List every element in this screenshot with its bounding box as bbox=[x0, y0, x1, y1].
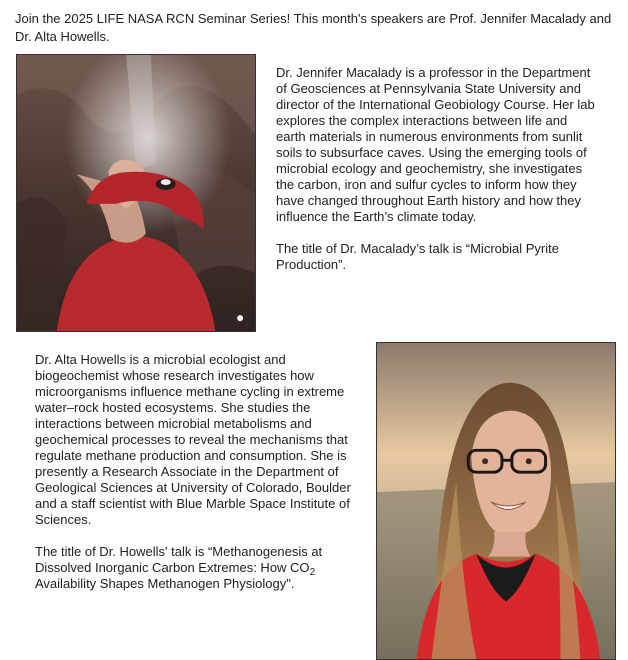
howells-talk-title bbox=[35, 544, 360, 592]
intro-text: Join the 2025 LIFE NASA RCN Seminar Series! This month's speakers are Prof. Jennifer Macalady and Dr. Alta Howells. bbox=[15, 11, 612, 44]
howells-bio bbox=[35, 352, 360, 608]
macalady-cave-photo bbox=[16, 54, 256, 332]
howells-talk-title-end: Availability Shapes Methanogen Physiology". bbox=[35, 576, 295, 591]
howells-portrait-photo bbox=[376, 342, 616, 660]
howells-bio-text: Dr. Alta Howells is a microbial ecologist and biogeochemist whose research investigates how microorganisms influence methane cycling in extreme water–rock hosted ecosystems. She studies the interactions between microbial metabolisms and geochemical processes to reveal the mechanisms that regulate methane production and consumption. She is presently a Research Associate in the Department of Geological Sciences at University of Colorado, Boulder and a staff scientist with Blue Marble Space Institute of Sciences. bbox=[35, 352, 351, 527]
macalady-photo-illustration bbox=[17, 55, 255, 331]
howells-photo-illustration bbox=[377, 343, 615, 659]
macalady-bio bbox=[276, 65, 596, 289]
howells-talk-title-start: The title of Dr. Howells' talk is “Methanogenesis at Dissolved Inorganic Carbon Extremes: How CO bbox=[35, 544, 323, 575]
macalady-bio-text: Dr. Jennifer Macalady is a professor in the Department of Geosciences at Pennsylvania State University and director of the International Geobiology Course. Her lab explores the complex interactions between life and earth materials in numerous environments from sunlit soils to subsurface caves. Using the emerging tools of microbial ecology and geochemistry, she investigates the carbon, iron and sulfur cycles to inform how they have changed throughout Earth history and how they influence the Earth’s climate today. bbox=[276, 65, 595, 224]
co2-subscript: 2 bbox=[309, 567, 316, 578]
macalady-talk-title: The title of Dr. Macalady’s talk is “Microbial Pyrite Production”. bbox=[276, 241, 559, 272]
